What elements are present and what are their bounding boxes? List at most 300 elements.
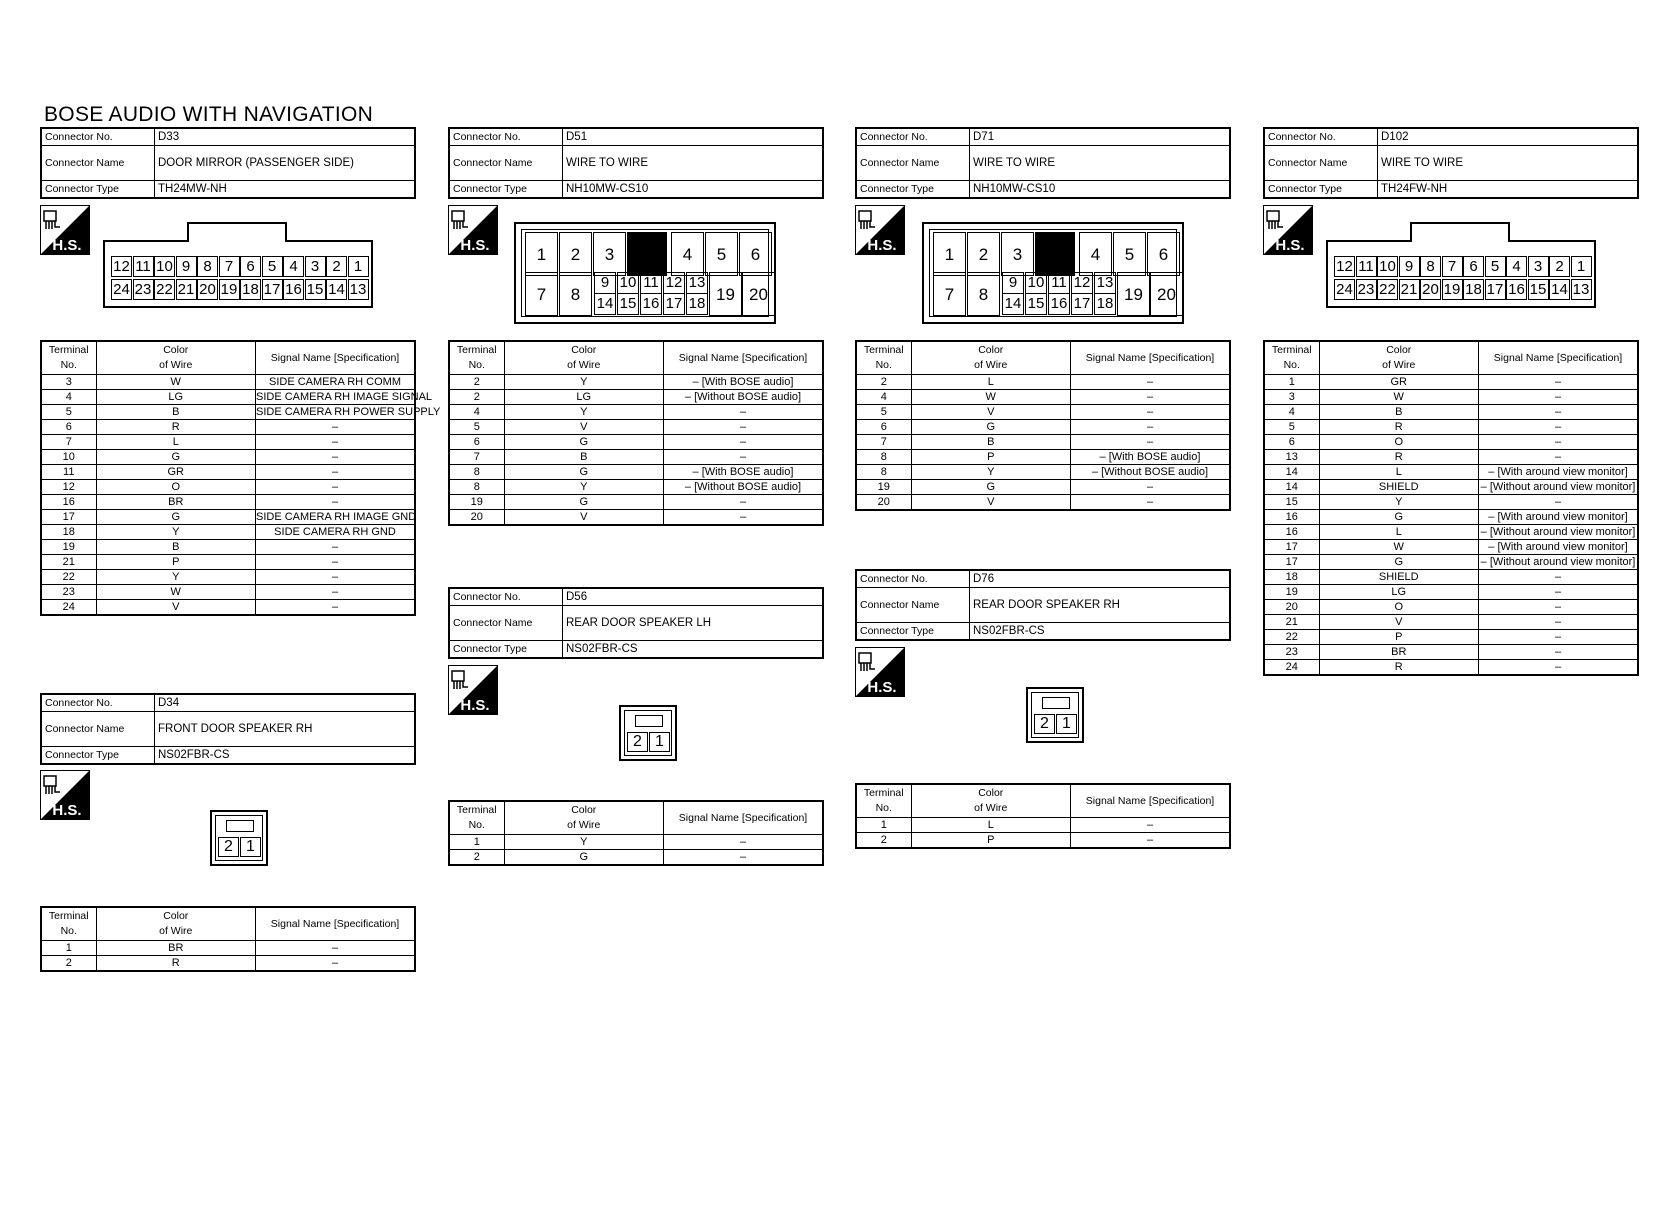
terminal-no-header: Terminal No. — [856, 341, 911, 375]
signal-name: – — [256, 941, 416, 956]
pin: 1 — [649, 732, 670, 752]
wire-color: O — [1319, 435, 1479, 450]
signal-name: – — [1479, 660, 1639, 676]
terminal-no: 18 — [1264, 570, 1319, 585]
table-row — [449, 435, 823, 450]
signal-name: – [With around view monitor] — [1479, 540, 1639, 555]
wire-color-header: Color of Wire — [1319, 341, 1479, 375]
signal-name: – — [256, 600, 416, 616]
signal-name: – — [1479, 645, 1639, 660]
signal-name: – [Without BOSE audio] — [1071, 465, 1231, 480]
pin: 19 — [1442, 279, 1463, 300]
pin: 16 — [1506, 279, 1527, 300]
wire-color: V — [911, 405, 1071, 420]
table-row — [41, 956, 415, 972]
signal-name: – — [1071, 405, 1231, 420]
connector-no-label: Connector No. — [449, 128, 563, 146]
connector-key-tab — [226, 820, 254, 832]
pin: 19 — [1117, 272, 1150, 316]
wire-color: BR — [1319, 645, 1479, 660]
terminal-no: 2 — [449, 390, 504, 405]
pin: 3 — [1001, 232, 1034, 276]
table-row — [41, 405, 415, 420]
wire-color: LG — [504, 390, 664, 405]
pin: 4 — [1079, 232, 1112, 276]
connector-diagram-d56 — [619, 705, 677, 761]
connector-body — [624, 710, 672, 756]
terminal-no: 24 — [41, 600, 96, 616]
signal-name: – — [256, 480, 416, 495]
pin: 21 — [176, 279, 197, 300]
pin: 6 — [739, 232, 772, 276]
svg-text:H.S.: H.S. — [867, 237, 897, 254]
connector-no-value: D33 — [155, 128, 416, 146]
signal-name: – [With BOSE audio] — [1071, 450, 1231, 465]
terminal-no: 8 — [449, 465, 504, 480]
terminal-no-header: Terminal No. — [1264, 341, 1319, 375]
signal-name: – [Without around view monitor] — [1479, 525, 1639, 540]
connector-no-value: D51 — [563, 128, 824, 146]
harness-side-icon — [448, 665, 498, 715]
connector-type-label: Connector Type — [449, 181, 563, 199]
table-row — [449, 420, 823, 435]
wire-color: SHIELD — [1319, 480, 1479, 495]
pin: 1 — [348, 256, 369, 277]
wire-color: Y — [504, 375, 664, 390]
terminal-no-header: Terminal No. — [856, 784, 911, 818]
wire-color: L — [1319, 525, 1479, 540]
terminal-no: 17 — [1264, 555, 1319, 570]
pin: 11 — [640, 272, 662, 294]
connector-key-tab — [187, 222, 287, 242]
pin: 18 — [1094, 293, 1116, 315]
connector-no-row — [1264, 128, 1638, 146]
terminal-header-row — [856, 784, 1230, 818]
connector-no-value: D102 — [1378, 128, 1639, 146]
signal-name: SIDE CAMERA RH POWER SUPPLY — [256, 406, 441, 418]
terminal-no: 21 — [1264, 615, 1319, 630]
wire-color: Y — [96, 570, 256, 585]
terminal-no-header: Terminal No. — [41, 907, 96, 941]
table-row — [1264, 435, 1638, 450]
terminal-table — [448, 340, 824, 526]
connector-diagram-d51 — [514, 222, 776, 324]
table-row — [1264, 585, 1638, 600]
signal-name: – — [664, 435, 824, 450]
signal-name: – — [1479, 375, 1639, 390]
table-row — [449, 480, 823, 495]
terminal-no: 14 — [1264, 465, 1319, 480]
connector-type-row — [449, 181, 823, 199]
signal-name: – — [256, 465, 416, 480]
connector-no-value: D34 — [155, 694, 416, 712]
pin: 5 — [262, 256, 283, 277]
pin: 11 — [1048, 272, 1070, 294]
terminal-no: 8 — [449, 480, 504, 495]
wire-color: SHIELD — [1319, 570, 1479, 585]
terminal-no: 19 — [41, 540, 96, 555]
table-row — [1264, 450, 1638, 465]
pin: 10 — [154, 256, 175, 277]
wire-color: R — [1319, 450, 1479, 465]
connector-type-label: Connector Type — [41, 181, 155, 199]
connector-name-row — [41, 146, 415, 181]
terminal-no: 1 — [1264, 375, 1319, 390]
connector-name-value: REAR DOOR SPEAKER RH — [970, 588, 1231, 623]
connector-no-row — [856, 570, 1230, 588]
wire-color: V — [96, 600, 256, 616]
connector-type-row — [856, 623, 1230, 641]
wire-color: G — [1319, 555, 1479, 570]
pin: 22 — [154, 279, 175, 300]
header-d71 — [855, 127, 1231, 199]
table-row — [1264, 570, 1638, 585]
blocked-cavity — [1035, 232, 1075, 276]
signal-name: – [With around view monitor] — [1479, 510, 1639, 525]
terminal-no: 22 — [41, 570, 96, 585]
connector-diagram-d33 — [103, 240, 373, 308]
terminal-no: 6 — [41, 420, 96, 435]
connector-body — [521, 229, 769, 317]
connector-no-row — [449, 588, 823, 606]
connector-name-label: Connector Name — [41, 712, 155, 747]
pin: 2 — [326, 256, 347, 277]
harness-side-icon — [40, 205, 90, 255]
table-row — [1264, 510, 1638, 525]
table-row — [1264, 600, 1638, 615]
signal-name: – — [664, 420, 824, 435]
pin: 2 — [559, 232, 592, 276]
terminal-no: 6 — [449, 435, 504, 450]
table-row — [856, 818, 1230, 833]
wire-color: R — [1319, 420, 1479, 435]
table-row — [449, 495, 823, 510]
table-row — [449, 450, 823, 465]
wire-color: V — [911, 495, 1071, 511]
pin: 5 — [1485, 256, 1506, 277]
signal-name: – — [256, 570, 416, 585]
terminal-no: 19 — [449, 495, 504, 510]
table-row — [41, 941, 415, 956]
pin: 3 — [593, 232, 626, 276]
connector-name-label: Connector Name — [856, 146, 970, 181]
signal-name-header: Signal Name [Specification] — [1071, 341, 1231, 375]
terminal-no: 14 — [1264, 480, 1319, 495]
pin: 12 — [1334, 256, 1355, 277]
pin: 23 — [133, 279, 154, 300]
terminal-table-d33 — [40, 340, 441, 616]
wire-color: LG — [1319, 585, 1479, 600]
wire-color: B — [911, 435, 1071, 450]
connector-no-label: Connector No. — [856, 570, 970, 588]
terminal-no: 5 — [856, 405, 911, 420]
terminal-no: 23 — [41, 585, 96, 600]
svg-text:H.S.: H.S. — [867, 679, 897, 696]
connector-no-label: Connector No. — [41, 128, 155, 146]
terminal-table — [448, 800, 824, 866]
wire-color: L — [96, 435, 256, 450]
connector-no-label: Connector No. — [41, 694, 155, 712]
pin: 21 — [1399, 279, 1420, 300]
signal-name-header: Signal Name [Specification] — [664, 801, 824, 835]
signal-name: SIDE CAMERA RH IMAGE GND — [256, 511, 417, 523]
terminal-header-row — [1264, 341, 1638, 375]
pin: 8 — [967, 272, 1000, 316]
table-row — [856, 495, 1230, 511]
wire-color: BR — [96, 941, 256, 956]
connector-type-value: NS02FBR-CS — [563, 641, 824, 659]
wire-color: G — [504, 495, 664, 510]
table-row — [856, 480, 1230, 495]
page-title: BOSE AUDIO WITH NAVIGATION — [44, 103, 374, 126]
table-row — [1264, 390, 1638, 405]
terminal-no-header: Terminal No. — [41, 341, 96, 375]
connector-no-value: D76 — [970, 570, 1231, 588]
connector-type-label: Connector Type — [1264, 181, 1378, 199]
connector-name-label: Connector Name — [449, 606, 563, 641]
pin: 5 — [705, 232, 738, 276]
table-row — [1264, 540, 1638, 555]
terminal-no: 3 — [41, 375, 96, 390]
terminal-no: 4 — [856, 390, 911, 405]
pin: 1 — [525, 232, 558, 276]
pin: 20 — [742, 272, 775, 316]
signal-name: – — [1479, 495, 1639, 510]
pin: 4 — [283, 256, 304, 277]
wire-color: G — [504, 850, 664, 866]
wire-color: W — [911, 390, 1071, 405]
svg-text:H.S.: H.S. — [52, 237, 82, 254]
pin: 2 — [1034, 714, 1055, 734]
signal-name: – — [256, 435, 416, 450]
terminal-no: 5 — [1264, 420, 1319, 435]
connector-body — [1031, 692, 1079, 738]
terminal-header-row — [449, 341, 823, 375]
terminal-no: 16 — [1264, 510, 1319, 525]
connector-no-row — [41, 128, 415, 146]
wire-color: BR — [96, 495, 256, 510]
connector-body — [215, 815, 263, 861]
connector-header-table — [855, 127, 1231, 199]
wire-color: V — [504, 510, 664, 526]
table-row — [1264, 615, 1638, 630]
wire-color: G — [504, 465, 664, 480]
wire-color: L — [1319, 465, 1479, 480]
signal-name: – — [1479, 600, 1639, 615]
terminal-no: 23 — [1264, 645, 1319, 660]
connector-name-row — [449, 146, 823, 181]
terminal-table-d51 — [448, 340, 824, 526]
pin: 10 — [1377, 256, 1398, 277]
table-row — [449, 390, 823, 405]
connector-key-tab — [1410, 222, 1510, 242]
signal-name: – — [1479, 420, 1639, 435]
table-row — [1264, 525, 1638, 540]
wire-color: R — [1319, 660, 1479, 676]
table-row — [1264, 405, 1638, 420]
terminal-no: 21 — [41, 555, 96, 570]
signal-name: – — [1071, 833, 1231, 849]
wire-color: Y — [504, 835, 664, 850]
connector-name-value: WIRE TO WIRE — [970, 146, 1231, 181]
wire-color-header: Color of Wire — [504, 341, 664, 375]
terminal-table-d34 — [40, 906, 416, 972]
pin: 8 — [197, 256, 218, 277]
wire-color-header: Color of Wire — [911, 341, 1071, 375]
pin: 14 — [1002, 293, 1024, 315]
connector-name-value: WIRE TO WIRE — [1378, 146, 1639, 181]
header-d102 — [1263, 127, 1639, 199]
terminal-no-header: Terminal No. — [449, 341, 504, 375]
connector-name-row — [856, 146, 1230, 181]
signal-name: – — [1479, 630, 1639, 645]
connector-name-row — [856, 588, 1230, 623]
pin: 24 — [1334, 279, 1355, 300]
table-row — [449, 465, 823, 480]
terminal-no: 15 — [1264, 495, 1319, 510]
wire-color: R — [96, 956, 256, 972]
pin: 16 — [640, 293, 662, 315]
pin: 15 — [1025, 293, 1047, 315]
pin: 12 — [1071, 272, 1093, 294]
pin: 7 — [525, 272, 558, 316]
table-row — [856, 390, 1230, 405]
pin: 10 — [617, 272, 639, 294]
signal-name: – [With BOSE audio] — [664, 465, 824, 480]
pin: 13 — [1571, 279, 1592, 300]
pin: 9 — [1002, 272, 1024, 294]
wire-color: G — [96, 510, 256, 525]
table-row — [856, 450, 1230, 465]
terminal-table — [40, 340, 441, 616]
signal-name: – — [256, 585, 416, 600]
pin: 3 — [305, 256, 326, 277]
pin-row — [1334, 256, 1592, 277]
signal-name: – — [1479, 585, 1639, 600]
table-row — [856, 833, 1230, 849]
pin: 1 — [933, 232, 966, 276]
wire-color: GR — [1319, 375, 1479, 390]
pin: 6 — [1463, 256, 1484, 277]
terminal-no: 19 — [856, 480, 911, 495]
pin: 18 — [686, 293, 708, 315]
signal-name: – — [1071, 375, 1231, 390]
wire-color: LG — [96, 390, 256, 405]
pin: 8 — [1420, 256, 1441, 277]
wire-color: B — [504, 450, 664, 465]
pin: 12 — [111, 256, 132, 277]
table-row — [41, 525, 415, 540]
terminal-no: 8 — [856, 450, 911, 465]
connector-key-tab — [635, 715, 663, 727]
terminal-no: 7 — [856, 435, 911, 450]
connector-type-value: NH10MW-CS10 — [970, 181, 1231, 199]
pin: 7 — [219, 256, 240, 277]
pin: 13 — [686, 272, 708, 294]
terminal-no: 22 — [1264, 630, 1319, 645]
pin: 9 — [1399, 256, 1420, 277]
table-row — [449, 405, 823, 420]
harness-side-icon — [40, 770, 90, 820]
table-row — [41, 420, 415, 435]
signal-name: – — [1479, 615, 1639, 630]
table-row — [856, 435, 1230, 450]
connector-no-label: Connector No. — [1264, 128, 1378, 146]
connector-no-row — [449, 128, 823, 146]
signal-name: – [Without around view monitor] — [1479, 480, 1639, 495]
wire-color-header: Color of Wire — [96, 907, 256, 941]
connector-name-label: Connector Name — [41, 146, 155, 181]
wire-color: Y — [96, 525, 256, 540]
wire-color: B — [1319, 405, 1479, 420]
pin: 20 — [1420, 279, 1441, 300]
connector-name-label: Connector Name — [856, 588, 970, 623]
connector-type-value: TH24FW-NH — [1378, 181, 1639, 199]
connector-name-value: FRONT DOOR SPEAKER RH — [155, 712, 416, 747]
terminal-no: 16 — [41, 495, 96, 510]
connector-type-row — [856, 181, 1230, 199]
signal-name: – [With around view monitor] — [1479, 465, 1639, 480]
header-d76 — [855, 569, 1231, 641]
signal-name: – — [256, 420, 416, 435]
pin: 1 — [1056, 714, 1077, 734]
pin: 17 — [1485, 279, 1506, 300]
pin: 15 — [1528, 279, 1549, 300]
terminal-no: 17 — [1264, 540, 1319, 555]
signal-name: – — [664, 850, 824, 866]
terminal-no: 4 — [41, 390, 96, 405]
signal-name: – — [256, 495, 416, 510]
connector-type-value: TH24MW-NH — [155, 181, 416, 199]
pin: 2 — [967, 232, 1000, 276]
table-row — [41, 390, 415, 405]
connector-header-table — [855, 569, 1231, 641]
connector-name-value: REAR DOOR SPEAKER LH — [563, 606, 824, 641]
connector-header-table — [40, 693, 416, 765]
table-row — [41, 375, 415, 390]
wire-color: R — [96, 420, 256, 435]
connector-diagram-d34 — [210, 810, 268, 866]
terminal-no: 2 — [856, 833, 911, 849]
connector-no-row — [856, 128, 1230, 146]
connector-type-label: Connector Type — [856, 181, 970, 199]
pin: 15 — [617, 293, 639, 315]
pin: 12 — [663, 272, 685, 294]
terminal-no: 20 — [1264, 600, 1319, 615]
connector-header-table — [1263, 127, 1639, 199]
blocked-cavity — [627, 232, 667, 276]
table-row — [41, 435, 415, 450]
terminal-no: 2 — [449, 850, 504, 866]
pin: 4 — [1506, 256, 1527, 277]
harness-side-icon — [1263, 205, 1313, 255]
pin: 24 — [111, 279, 132, 300]
pin: 2 — [1549, 256, 1570, 277]
pin: 9 — [176, 256, 197, 277]
pin: 14 — [594, 293, 616, 315]
terminal-table — [855, 783, 1231, 849]
wire-color: Y — [1319, 495, 1479, 510]
signal-name: – — [1071, 495, 1231, 511]
header-d56 — [448, 587, 824, 659]
terminal-no: 17 — [41, 510, 96, 525]
terminal-no: 20 — [449, 510, 504, 526]
signal-name: – [With BOSE audio] — [664, 375, 824, 390]
terminal-table — [1263, 340, 1639, 676]
svg-text:H.S.: H.S. — [460, 697, 490, 714]
table-row — [1264, 465, 1638, 480]
table-row — [1264, 645, 1638, 660]
